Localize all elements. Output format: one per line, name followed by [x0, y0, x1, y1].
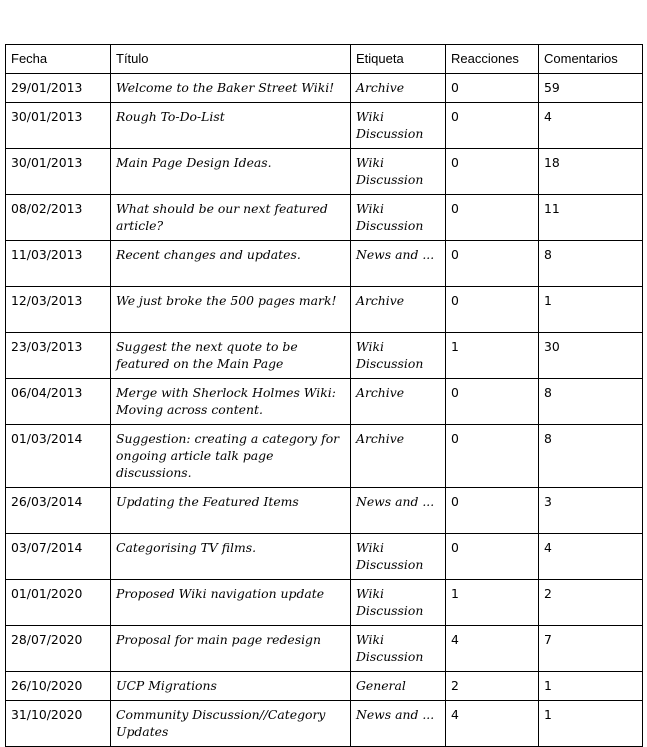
table-row — [6, 379, 643, 425]
cell-fecha: 28/07/2020 — [6, 626, 111, 672]
cell-titulo: Proposed Wiki navigation update — [111, 580, 351, 626]
cell-reacciones: 4 — [446, 701, 539, 747]
cell-reacciones: 1 — [446, 333, 539, 379]
header-comentarios: Comentarios — [539, 45, 643, 74]
cell-fecha: 26/10/2020 — [6, 672, 111, 701]
table-row — [6, 195, 643, 241]
cell-comentarios: 4 — [539, 534, 643, 580]
table-row — [6, 241, 643, 287]
cell-etiqueta: Wiki Discussion — [351, 103, 446, 149]
cell-fecha: 30/01/2013 — [6, 103, 111, 149]
cell-etiqueta: Archive — [351, 379, 446, 425]
cell-comentarios: 4 — [539, 103, 643, 149]
cell-reacciones: 0 — [446, 103, 539, 149]
cell-reacciones: 0 — [446, 287, 539, 333]
cell-fecha: 03/07/2014 — [6, 534, 111, 580]
cell-etiqueta: News and ... — [351, 241, 446, 287]
cell-etiqueta: Wiki Discussion — [351, 149, 446, 195]
header-titulo: Título — [111, 45, 351, 74]
cell-titulo: Suggest the next quote to be featured on the Main Page — [111, 333, 351, 379]
cell-titulo: Recent changes and updates. — [111, 241, 351, 287]
table-row — [6, 626, 643, 672]
cell-reacciones: 0 — [446, 379, 539, 425]
cell-fecha: 01/03/2014 — [6, 425, 111, 488]
table-row — [6, 425, 643, 488]
cell-comentarios: 18 — [539, 149, 643, 195]
cell-etiqueta: Wiki Discussion — [351, 534, 446, 580]
cell-fecha: 08/02/2013 — [6, 195, 111, 241]
cell-etiqueta: News and ... — [351, 701, 446, 747]
cell-titulo: Merge with Sherlock Holmes Wiki: Moving across content. — [111, 379, 351, 425]
table-header-row — [6, 45, 643, 74]
cell-etiqueta: Archive — [351, 287, 446, 333]
cell-etiqueta: Archive — [351, 425, 446, 488]
cell-fecha: 31/10/2020 — [6, 701, 111, 747]
cell-reacciones: 0 — [446, 488, 539, 534]
cell-etiqueta: News and ... — [351, 488, 446, 534]
cell-reacciones: 0 — [446, 241, 539, 287]
cell-reacciones: 2 — [446, 672, 539, 701]
cell-comentarios: 7 — [539, 626, 643, 672]
cell-titulo: Updating the Featured Items — [111, 488, 351, 534]
cell-titulo: Proposal for main page redesign — [111, 626, 351, 672]
cell-titulo: Categorising TV films. — [111, 534, 351, 580]
header-fecha: Fecha — [6, 45, 111, 74]
cell-comentarios: 1 — [539, 701, 643, 747]
cell-fecha: 29/01/2013 — [6, 74, 111, 103]
table-row — [6, 534, 643, 580]
cell-titulo: We just broke the 500 pages mark! — [111, 287, 351, 333]
cell-comentarios: 3 — [539, 488, 643, 534]
table-row — [6, 672, 643, 701]
cell-reacciones: 0 — [446, 149, 539, 195]
cell-titulo: Community Discussion//Category Updates — [111, 701, 351, 747]
cell-reacciones: 0 — [446, 425, 539, 488]
table-row — [6, 580, 643, 626]
cell-fecha: 06/04/2013 — [6, 379, 111, 425]
cell-comentarios: 11 — [539, 195, 643, 241]
cell-fecha: 30/01/2013 — [6, 149, 111, 195]
table-body — [6, 74, 643, 747]
header-etiqueta: Etiqueta — [351, 45, 446, 74]
cell-fecha: 01/01/2020 — [6, 580, 111, 626]
cell-titulo: Welcome to the Baker Street Wiki! — [111, 74, 351, 103]
header-reacciones: Reacciones — [446, 45, 539, 74]
cell-titulo: Rough To-Do-List — [111, 103, 351, 149]
cell-fecha: 26/03/2014 — [6, 488, 111, 534]
cell-etiqueta: Wiki Discussion — [351, 580, 446, 626]
table-row — [6, 103, 643, 149]
discussions-table-container — [5, 44, 643, 747]
cell-etiqueta: Wiki Discussion — [351, 626, 446, 672]
cell-etiqueta: Archive — [351, 74, 446, 103]
cell-fecha: 11/03/2013 — [6, 241, 111, 287]
cell-comentarios: 59 — [539, 74, 643, 103]
cell-reacciones: 0 — [446, 534, 539, 580]
cell-titulo: UCP Migrations — [111, 672, 351, 701]
cell-comentarios: 30 — [539, 333, 643, 379]
table-row — [6, 287, 643, 333]
cell-etiqueta: General — [351, 672, 446, 701]
discussions-table — [5, 44, 643, 747]
cell-reacciones: 4 — [446, 626, 539, 672]
cell-comentarios: 1 — [539, 672, 643, 701]
table-row — [6, 149, 643, 195]
cell-reacciones: 1 — [446, 580, 539, 626]
table-row — [6, 74, 643, 103]
table-row — [6, 488, 643, 534]
table-row — [6, 333, 643, 379]
cell-comentarios: 1 — [539, 287, 643, 333]
cell-fecha: 23/03/2013 — [6, 333, 111, 379]
cell-etiqueta: Wiki Discussion — [351, 333, 446, 379]
cell-etiqueta: Wiki Discussion — [351, 195, 446, 241]
table-row — [6, 701, 643, 747]
cell-titulo: Main Page Design Ideas. — [111, 149, 351, 195]
cell-comentarios: 8 — [539, 425, 643, 488]
cell-titulo: What should be our next featured article? — [111, 195, 351, 241]
cell-comentarios: 8 — [539, 241, 643, 287]
cell-reacciones: 0 — [446, 195, 539, 241]
cell-comentarios: 8 — [539, 379, 643, 425]
cell-reacciones: 0 — [446, 74, 539, 103]
cell-fecha: 12/03/2013 — [6, 287, 111, 333]
cell-titulo: Suggestion: creating a category for ongoing article talk page discussions. — [111, 425, 351, 488]
cell-comentarios: 2 — [539, 580, 643, 626]
